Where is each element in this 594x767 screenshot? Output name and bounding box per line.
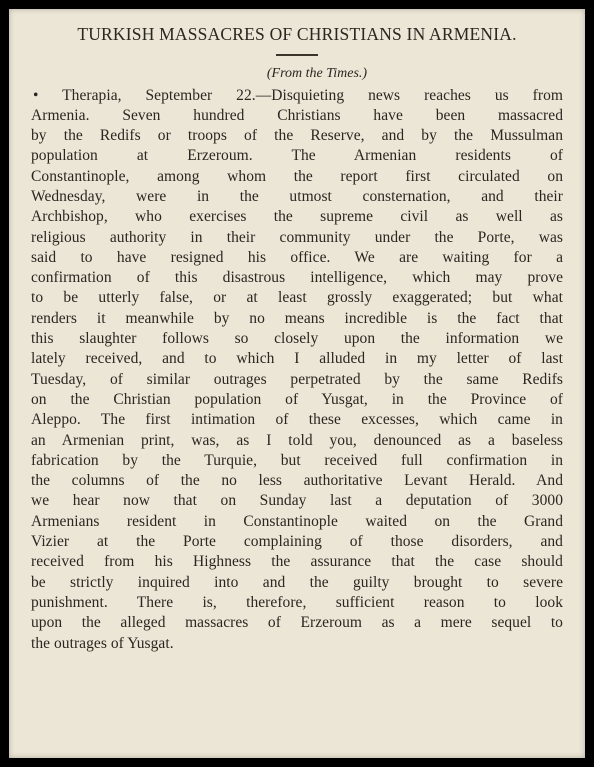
article-line: lately received, and to which I alluded in my letter of last (31, 350, 563, 368)
headline-rule (276, 54, 318, 56)
article-line: Aleppo. The first intimation of these excesses, which came in (31, 411, 563, 429)
article-line: population at Erzeroum. The Armenian residents of (31, 147, 563, 165)
article-line: the outrages of Yusgat. (31, 634, 174, 652)
article-line: Archbishop, who exercises the supreme civil as well as (31, 208, 563, 226)
article-line: Tuesday, of similar outrages perpetrated by the same Redifs (31, 370, 563, 388)
article-line: on the Christian population of Yusgat, in the Province of (31, 390, 563, 408)
article-line: received from his Highness the assurance that the case should (31, 553, 563, 571)
article-headline: TURKISH MASSACRES OF CHRISTIANS IN ARMENIA. (77, 24, 517, 44)
article-line: fabrication by the Turquie, but received full confirmation in (31, 451, 563, 469)
article-body (31, 86, 563, 654)
article-line: renders it meanwhile by no means incredible is the fact that (31, 309, 563, 327)
article-line: Armenia. Seven hundred Christians have been massacred (31, 106, 563, 124)
article-line: be strictly inquired into and the guilty brought to severe (31, 573, 563, 591)
article-line: Wednesday, were in the utmost consternation, and their (31, 187, 563, 205)
article-source: (From the Times.) (266, 65, 368, 81)
article-line: by the Redifs or troops of the Reserve, and by the Mussulman (31, 127, 563, 145)
article-line: an Armenian print, was, as I told you, denounced as a baseless (31, 431, 563, 449)
article-line: religious authority in their community under the Porte, was (31, 228, 563, 246)
article-line: Constantinople, among whom the report first circulated on (31, 167, 563, 185)
article-line: Armenians resident in Constantinople waited on the Grand (31, 512, 563, 530)
article-line: confirmation of this disastrous intelligence, which may prove (31, 269, 563, 287)
article-line: we hear now that on Sunday last a deputation of 3000 (31, 492, 563, 510)
article-line: said to have resigned his office. We are waiting for a (31, 248, 563, 266)
article-line: this slaughter follows so closely upon the information we (31, 330, 563, 348)
newspaper-clipping (9, 9, 585, 758)
article-line: • Therapia, September 22.—Disquieting news reaches us from (33, 86, 563, 104)
article-line: the columns of the no less authoritative Levant Herald. And (31, 472, 563, 490)
article-line: Vizier at the Porte complaining of those disorders, and (31, 533, 563, 551)
article-line: to be utterly false, or at least grossly exaggerated; but what (31, 289, 563, 307)
article-line: punishment. There is, therefore, sufficient reason to look (31, 593, 563, 611)
article-line: upon the alleged massacres of Erzeroum as a mere sequel to (31, 614, 563, 632)
